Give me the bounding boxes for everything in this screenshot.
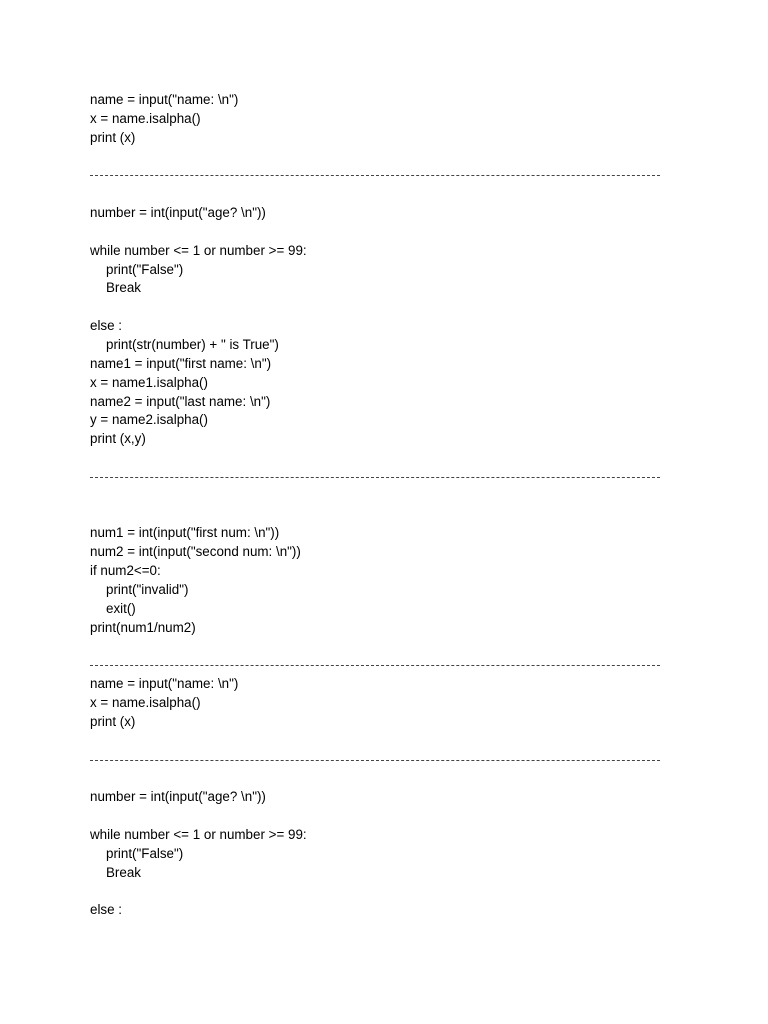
section-separator bbox=[90, 468, 680, 487]
code-line: print("invalid") bbox=[106, 581, 189, 597]
code-line: x = name1.isalpha() bbox=[90, 374, 208, 390]
code-line: print (x,y) bbox=[90, 431, 146, 447]
code-line: x = name.isalpha() bbox=[90, 110, 201, 126]
section-separator bbox=[90, 656, 680, 675]
blank-line bbox=[90, 185, 680, 204]
code-line: else : bbox=[90, 902, 123, 918]
code-line: while number <= 1 or number >= 99: bbox=[90, 826, 307, 842]
code-line: name = input("name: \n") bbox=[90, 676, 239, 692]
code-line: print(num1/num2) bbox=[90, 619, 196, 635]
code-line: number = int(input("age? \n")) bbox=[90, 205, 266, 221]
blank-line bbox=[90, 298, 680, 317]
blank-line bbox=[90, 487, 680, 506]
code-line: print (x) bbox=[90, 713, 136, 729]
blank-line bbox=[90, 449, 680, 468]
code-line: while number <= 1 or number >= 99: bbox=[90, 242, 307, 258]
blank-line bbox=[90, 732, 680, 751]
code-line: number = int(input("age? \n")) bbox=[90, 789, 266, 805]
code-line: print("False") bbox=[106, 261, 184, 277]
blank-line bbox=[90, 506, 680, 525]
code-line: y = name2.isalpha() bbox=[90, 412, 208, 428]
code-line: name = input("name: \n") bbox=[90, 92, 239, 107]
blank-line bbox=[90, 223, 680, 242]
code-line: print(str(number) + " is True") bbox=[106, 336, 279, 352]
code-line: print("False") bbox=[106, 845, 184, 861]
blank-line bbox=[90, 882, 680, 901]
blank-line bbox=[90, 807, 680, 826]
section-separator bbox=[90, 166, 680, 185]
code-line: Break bbox=[106, 280, 141, 296]
section-separator bbox=[90, 751, 680, 770]
code-line: name1 = input("first name: \n") bbox=[90, 355, 272, 371]
code-line: Break bbox=[106, 864, 141, 880]
code-line: exit() bbox=[106, 600, 136, 616]
blank-line bbox=[90, 637, 680, 656]
code-line: else : bbox=[90, 318, 123, 334]
code-listing bbox=[90, 91, 680, 920]
code-line: name2 = input("last name: \n") bbox=[90, 393, 271, 409]
code-line: num1 = int(input("first num: \n")) bbox=[90, 525, 280, 541]
code-line: num2 = int(input("second num: \n")) bbox=[90, 544, 301, 560]
blank-line bbox=[90, 769, 680, 788]
code-line: if num2<=0: bbox=[90, 563, 161, 579]
blank-line bbox=[90, 148, 680, 167]
code-line: x = name.isalpha() bbox=[90, 695, 201, 710]
code-line: print (x) bbox=[90, 129, 136, 145]
